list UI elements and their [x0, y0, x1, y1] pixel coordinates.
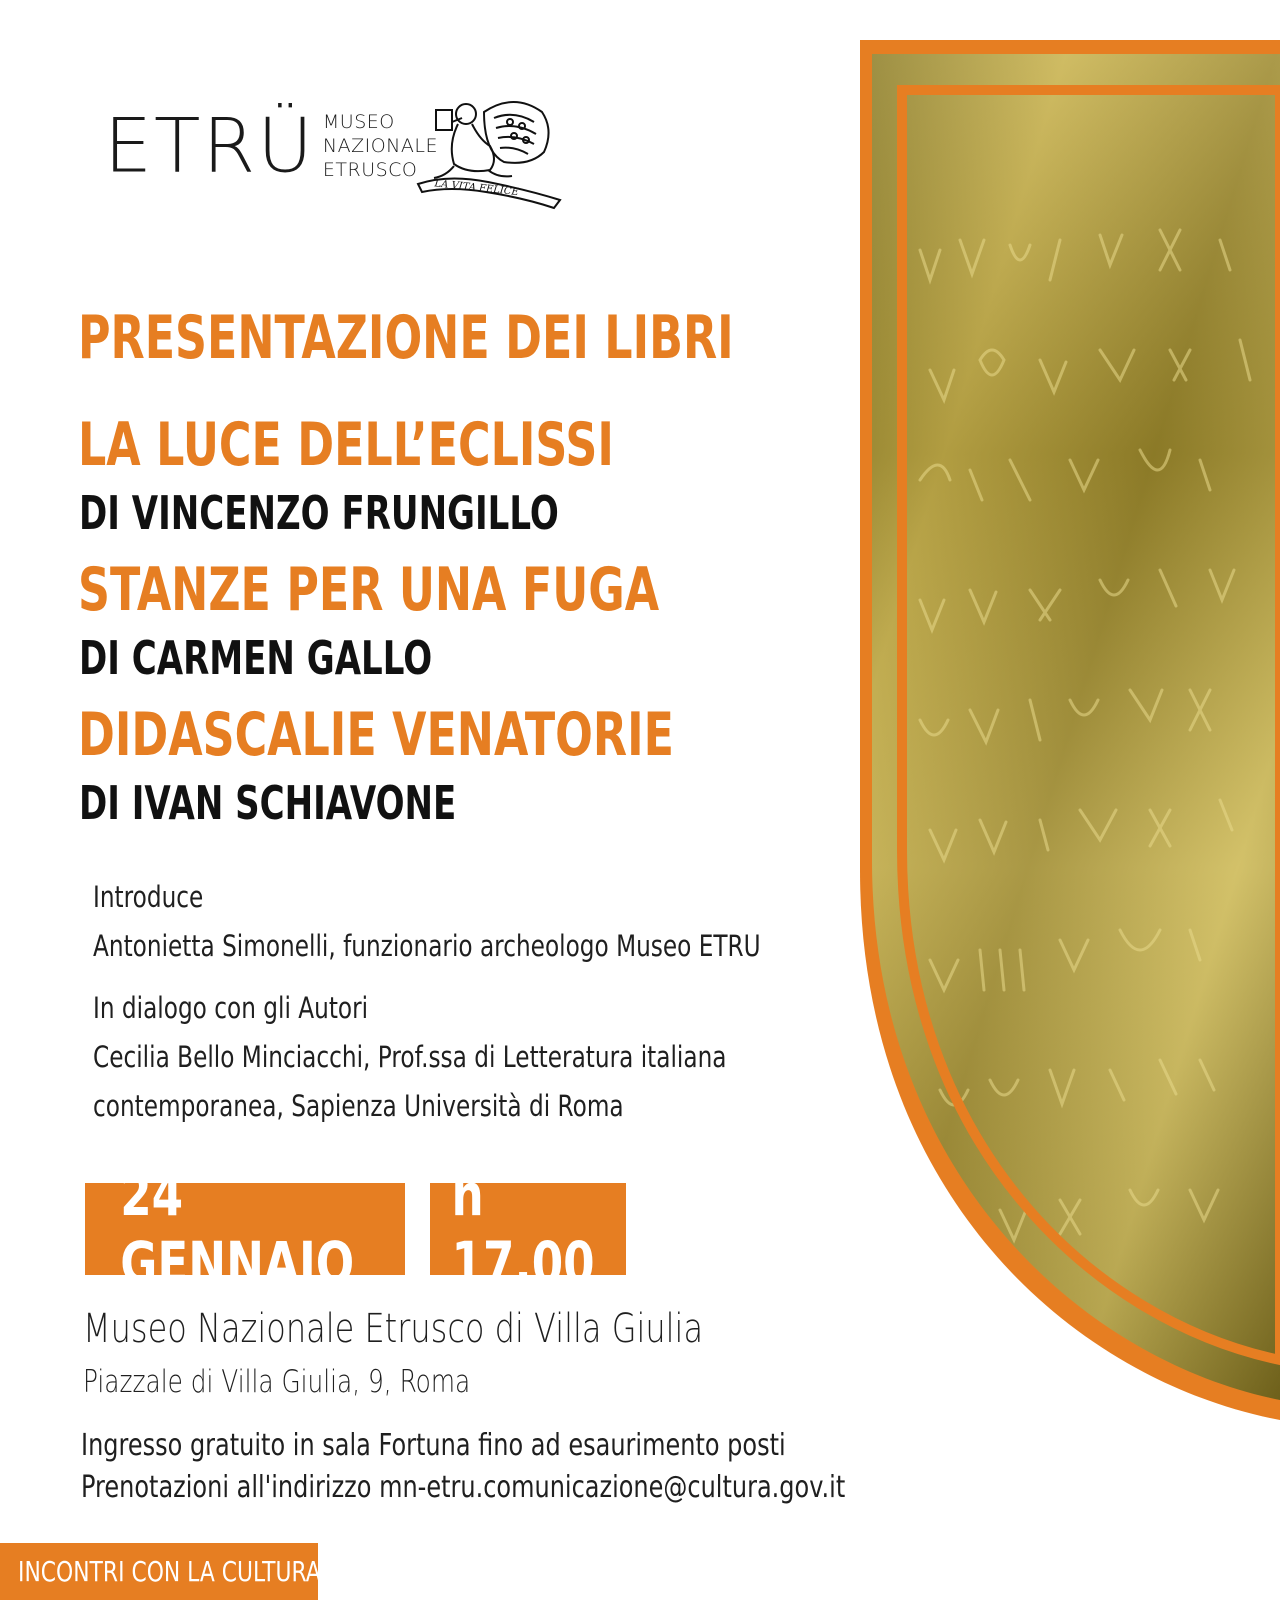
book-title-1: LA LUCE DELL’ECLISSI	[78, 410, 614, 480]
venue-name: Museo Nazionale Etrusco di Villa Giulia	[83, 1306, 704, 1352]
etru-sub-line-2: NAZIONALE	[322, 135, 438, 157]
time-text: h 17.00	[451, 1161, 595, 1297]
footer-series-text: INCONTRI CON LA CULTURA	[18, 1555, 321, 1588]
etru-sub-line-1: MUSEO	[322, 111, 395, 133]
vita-felice-text: LA VITA FELICE	[433, 178, 520, 199]
book-title-3: DIDASCALIE VENATORIE	[78, 700, 674, 770]
vita-felice-emblem-icon	[414, 92, 564, 210]
etru-wordmark: ETRÜ	[104, 101, 315, 190]
book-title-2: STANZE PER UNA FUGA	[78, 555, 660, 625]
la-vita-felice-logo	[414, 92, 564, 210]
etru-sub-line-3: ETRUSCO	[322, 159, 418, 181]
etru-logo	[104, 101, 438, 190]
footer-series-tag	[0, 1543, 321, 1600]
headline: PRESENTAZIONE DEI LIBRI	[78, 303, 734, 373]
date-badge	[85, 1161, 405, 1297]
date-text: 24 GENNAIO	[120, 1161, 355, 1297]
intro-person: Antonietta Simonelli, funzionario archeologo Museo ETRU	[93, 929, 761, 963]
time-badge	[430, 1161, 626, 1297]
entry-info: Ingresso gratuito in sala Fortuna fino ad esaurimento posti	[81, 1428, 786, 1463]
dialog-person-line-2: contemporanea, Sapienza Università di Roma	[93, 1089, 624, 1123]
booking-info: Prenotazioni all'indirizzo mn-etru.comunicazione@cultura.gov.it	[81, 1470, 846, 1505]
intro-label: Introduce	[93, 880, 204, 914]
venue-address: Piazzale di Villa Giulia, 9, Roma	[83, 1364, 471, 1400]
dialog-label: In dialogo con gli Autori	[93, 991, 369, 1025]
book-author-2: DI CARMEN GALLO	[79, 631, 433, 685]
book-author-3: DI IVAN SCHIAVONE	[79, 776, 457, 830]
book-author-1: DI VINCENZO FRUNGILLO	[79, 486, 559, 540]
gold-tablet-image	[860, 40, 1280, 1420]
dialog-person-line-1: Cecilia Bello Minciacchi, Prof.ssa di Letteratura italiana	[93, 1040, 727, 1074]
